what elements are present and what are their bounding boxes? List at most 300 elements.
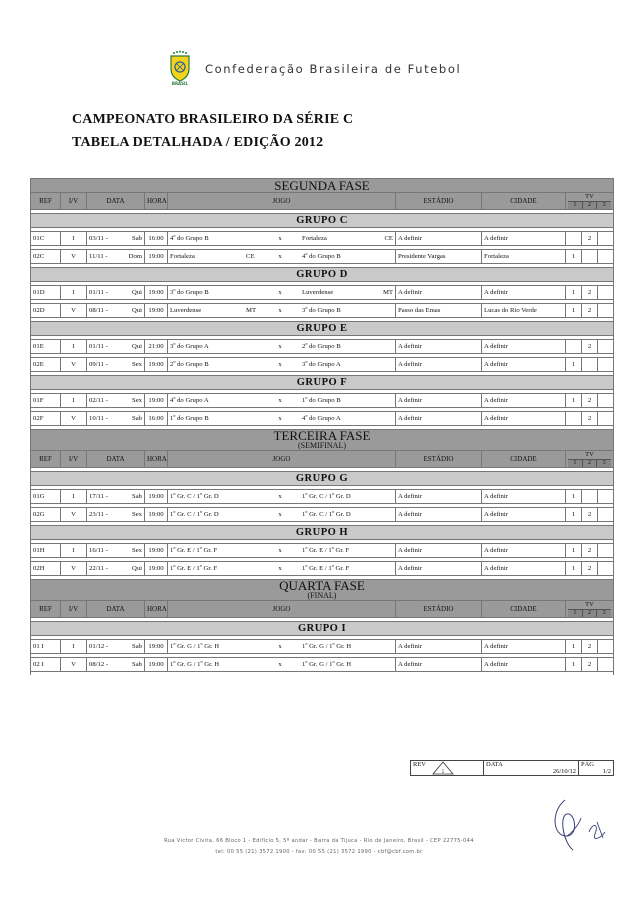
home-uf: MT [246,307,257,314]
match-stadium: A definir [396,340,482,354]
col-iv: I/V [61,193,87,210]
away-uf [379,397,393,404]
home-uf [246,643,258,650]
match-tv3 [598,562,614,576]
page-label: PÁG [581,761,595,768]
match-day: Sex [131,547,142,554]
match-ref: 01C [31,232,61,246]
home-uf: CE [246,253,255,260]
match-game [170,307,393,314]
match-date-wrap [89,289,142,296]
match-game-cell [168,544,396,558]
column-header-row [31,193,614,210]
match-tv2: 2 [582,286,598,300]
match-date-wrap [89,235,142,242]
col-cidade: CIDADE [482,601,566,618]
tv-col-tv2: 2 [582,202,597,209]
group-row [31,472,614,486]
match-tv3 [598,340,614,354]
match-time: 16:00 [145,412,168,426]
match-date: 10/11 - [89,415,108,422]
col-jogo: JOGO [168,451,396,468]
match-day: Sab [131,415,142,422]
match-tv3 [598,250,614,264]
match-row [31,340,614,354]
match-day: Sex [131,511,142,518]
phase-title-cell [31,580,614,601]
home-uf [246,565,258,572]
match-date-cell [87,304,145,318]
group-title: GRUPO I [31,622,614,636]
home-team: 2º do Grupo B [170,361,209,368]
col-estadio: ESTÁDIO [396,193,482,210]
match-tv1: 1 [566,250,582,264]
tv-label: TV [585,601,594,608]
match-game-cell [168,358,396,372]
phase-subtitle: (FINAL) [307,591,337,600]
match-game-cell [168,412,396,426]
match-ref: 02 I [31,658,61,672]
group-row [31,376,614,390]
match-tv3 [598,358,614,372]
col-jogo: JOGO [168,601,396,618]
phase-title: TERCEIRA FASE [273,429,371,443]
versus: x [278,397,282,404]
match-tv2 [582,358,598,372]
match-tv1: 1 [566,358,582,372]
match-row [31,394,614,408]
away-team: Luverdense [302,289,334,296]
col-data: DATA [87,193,145,210]
schedule-table [30,178,614,675]
rev-value: 5 [441,770,445,775]
home-team: 1º Gr. C / 1º Gr. D [170,511,219,518]
home-team: 1º Gr. E / 1º Gr. F [170,547,218,554]
phase-title-cell [31,179,614,193]
match-game-cell [168,490,396,504]
away-uf [379,493,393,500]
match-city: A definir [482,508,566,522]
group-row [31,268,614,282]
match-date: 08/11 - [89,307,108,314]
page-title: CAMPEONATO BRASILEIRO DA SÉRIE C [72,112,354,127]
match-date-cell [87,286,145,300]
page-value: 1/2 [602,768,611,775]
col-ref: REF [31,451,61,468]
match-city: A definir [482,340,566,354]
org-name: Confederação Brasileira de Futebol [205,62,462,76]
page-subtitle: TABELA DETALHADA / EDIÇÃO 2012 [72,135,324,150]
away-uf: MT [382,289,393,296]
match-date: 01/12 - [89,643,109,650]
match-date-wrap [89,547,142,554]
match-day: Dom [128,253,142,260]
match-date-cell [87,394,145,408]
match-row [31,490,614,504]
match-time: 21:00 [145,340,168,354]
match-time: 19:00 [145,304,168,318]
col-iv: I/V [61,451,87,468]
group-title: GRUPO H [31,526,614,540]
match-row [31,544,614,558]
match-date-cell [87,340,145,354]
footer-contact: tel: 00 55 (21) 3572 1900 - fax: 00 55 (21) 3572 1990 - cbf@cbf.com.br [215,849,423,855]
tv-col-tv3: 3 [596,202,611,209]
tv-numbers [568,201,611,209]
away-team: 3º do Grupo B [302,307,341,314]
match-iv: I [61,544,87,558]
match-tv3 [598,286,614,300]
away-team: 1º Gr. G / 1º Gr. H [302,643,352,650]
home-uf [246,235,258,242]
match-game [170,661,393,668]
match-date-wrap [89,397,142,404]
group-title: GRUPO F [31,376,614,390]
away-uf: CE [384,235,393,242]
home-team: Fortaleza [170,253,195,260]
tv-numbers [568,459,611,467]
tv-header [568,601,611,617]
tv-col-tv3: 3 [596,610,611,617]
match-city: A definir [482,544,566,558]
col-hora: HORA [145,451,168,468]
away-team: 1º do Grupo B [302,397,341,404]
home-team: 3º do Grupo B [170,289,209,296]
away-uf [379,415,393,422]
match-date-wrap [89,307,142,314]
match-game [170,289,393,296]
match-ref: 01 I [31,640,61,654]
match-row [31,562,614,576]
match-date-wrap [89,643,142,650]
home-team: 1º Gr. G / 1º Gr. H [170,643,220,650]
away-team: 1º Gr. C / 1º Gr. D [302,493,351,500]
match-time: 19:00 [145,358,168,372]
match-game [170,235,393,242]
match-game [170,343,393,350]
match-time: 19:00 [145,286,168,300]
match-iv: I [61,232,87,246]
col-ref: REF [31,601,61,618]
away-uf [379,565,393,572]
match-tv2 [582,250,598,264]
match-day: Qui [131,565,142,572]
group-row [31,214,614,228]
versus: x [278,643,282,650]
versus: x [278,343,282,350]
match-city: A definir [482,658,566,672]
match-iv: V [61,358,87,372]
match-stadium: Presidente Vargas [396,250,482,264]
revision-box [410,760,614,776]
col-data: DATA [87,451,145,468]
away-uf [379,511,393,518]
away-uf [379,547,393,554]
match-game-cell [168,304,396,318]
match-date-cell [87,412,145,426]
match-tv3 [598,658,614,672]
versus: x [278,415,282,422]
away-team: 1º Gr. E / 1º Gr. F [302,547,350,554]
col-hora: HORA [145,601,168,618]
column-header-row [31,451,614,468]
match-date-wrap [89,253,142,260]
versus: x [278,361,282,368]
revision-triangle-icon [432,761,454,775]
match-iv: V [61,508,87,522]
match-ref: 02G [31,508,61,522]
home-team: Luverdense [170,307,202,314]
match-iv: I [61,340,87,354]
match-stadium: A definir [396,232,482,246]
match-game-cell [168,340,396,354]
home-uf [246,511,258,518]
tv-col-tv3: 3 [596,460,611,467]
match-day: Qui [131,289,142,296]
away-uf [379,361,393,368]
match-date: 03/11 - [89,235,108,242]
match-iv: V [61,412,87,426]
match-tv2: 2 [582,304,598,318]
phase-row [31,179,614,193]
match-game [170,415,393,422]
match-date: 16/11 - [89,547,108,554]
home-uf [246,361,258,368]
away-uf [379,253,393,260]
match-ref: 02D [31,304,61,318]
match-tv3 [598,232,614,246]
phase-row [31,580,614,601]
versus: x [278,235,282,242]
versus: x [278,661,282,668]
col-ref: REF [31,193,61,210]
home-uf [246,397,258,404]
match-iv: I [61,640,87,654]
match-time: 19:00 [145,658,168,672]
match-iv: V [61,562,87,576]
match-tv3 [598,490,614,504]
match-date: 01/11 - [89,343,108,350]
match-city: A definir [482,358,566,372]
date-value: 26/10/12 [552,768,576,775]
match-time: 19:00 [145,640,168,654]
match-date-cell [87,232,145,246]
match-tv1: 1 [566,640,582,654]
match-day: Sex [131,397,142,404]
match-date: 17/11 - [89,493,108,500]
match-tv2: 2 [582,658,598,672]
match-date-wrap [89,493,142,500]
home-uf [246,493,258,500]
match-game-cell [168,250,396,264]
match-stadium: Passo das Emas [396,304,482,318]
match-day: Qui [131,307,142,314]
tv-col-tv1: 1 [573,202,577,208]
match-game-cell [168,232,396,246]
match-iv: V [61,250,87,264]
away-team: 4º do Grupo B [302,253,341,260]
col-tv [566,193,614,210]
match-tv3 [598,544,614,558]
match-game-cell [168,508,396,522]
group-title: GRUPO G [31,472,614,486]
match-day: Sab [131,643,142,650]
match-game-cell [168,658,396,672]
match-ref: 01H [31,544,61,558]
col-data: DATA [87,601,145,618]
tv-label: TV [585,451,594,458]
match-ref: 02H [31,562,61,576]
match-date-cell [87,508,145,522]
away-team: 1º Gr. G / 1º Gr. H [302,661,352,668]
match-tv3 [598,640,614,654]
match-tv1: 1 [566,304,582,318]
home-team: 3º do Grupo A [170,343,209,350]
match-date-cell [87,658,145,672]
home-team: 1º Gr. C / 1º Gr. D [170,493,219,500]
match-tv2: 2 [582,232,598,246]
match-game [170,565,393,572]
match-row [31,232,614,246]
match-city: A definir [482,394,566,408]
home-team: 4º do Grupo B [170,235,209,242]
match-tv1: 1 [566,544,582,558]
match-iv: I [61,490,87,504]
match-date: 01/11 - [89,289,108,296]
match-row [31,358,614,372]
match-time: 19:00 [145,250,168,264]
match-tv1 [566,340,582,354]
away-team: 1º Gr. E / 1º Gr. F [302,565,350,572]
match-date: 23/11 - [89,511,108,518]
match-stadium: A definir [396,562,482,576]
date-label: DATA [486,761,503,768]
match-tv1: 1 [566,658,582,672]
match-tv1: 1 [566,508,582,522]
versus: x [278,565,282,572]
match-row [31,304,614,318]
group-title: GRUPO D [31,268,614,282]
match-iv: V [61,304,87,318]
match-date-cell [87,250,145,264]
match-time: 16:00 [145,232,168,246]
match-ref: 01D [31,286,61,300]
match-tv2: 2 [582,412,598,426]
home-team: 1º Gr. E / 1º Gr. F [170,565,218,572]
home-uf [246,343,258,350]
rev-label: REV [413,761,426,768]
match-game [170,643,393,650]
match-tv1 [566,232,582,246]
group-row [31,322,614,336]
home-uf [246,289,258,296]
match-day: Sab [131,661,142,668]
away-team: 1º Gr. C / 1º Gr. D [302,511,351,518]
match-tv2: 2 [582,640,598,654]
tv-col-tv2: 2 [582,610,597,617]
match-tv1: 1 [566,286,582,300]
match-tv2: 2 [582,394,598,408]
column-header-row [31,601,614,618]
match-city: Lucas do Rio Verde [482,304,566,318]
cbf-crest-logo [165,50,195,86]
match-time: 19:00 [145,490,168,504]
match-date-wrap [89,661,142,668]
home-uf [246,661,258,668]
phase-title: SEGUNDA FASE [274,178,370,193]
home-team: 1º Gr. G / 1º Gr. H [170,661,220,668]
match-stadium: A definir [396,412,482,426]
group-row [31,526,614,540]
phase-title-cell [31,430,614,451]
match-iv: V [61,658,87,672]
match-tv3 [598,412,614,426]
match-date-cell [87,640,145,654]
phase-subtitle: (SEMIFINAL) [298,441,346,450]
spacer-row [31,672,614,676]
away-team: Fortaleza [302,235,327,242]
match-city: A definir [482,562,566,576]
match-tv3 [598,508,614,522]
match-game [170,361,393,368]
match-time: 19:00 [145,562,168,576]
versus: x [278,289,282,296]
versus: x [278,547,282,554]
match-stadium: A definir [396,640,482,654]
match-game [170,511,393,518]
away-uf [379,661,393,668]
home-team: 4º do Grupo A [170,397,209,404]
col-estadio: ESTÁDIO [396,601,482,618]
match-stadium: A definir [396,394,482,408]
match-tv2 [582,490,598,504]
match-ref: 01E [31,340,61,354]
col-estadio: ESTÁDIO [396,451,482,468]
match-tv2: 2 [582,544,598,558]
match-city: A definir [482,640,566,654]
match-date-wrap [89,565,142,572]
match-ref: 01F [31,394,61,408]
match-city: A definir [482,286,566,300]
match-time: 19:00 [145,394,168,408]
away-uf [379,307,393,314]
phase-row [31,430,614,451]
col-hora: HORA [145,193,168,210]
match-row [31,286,614,300]
match-date: 11/11 - [89,253,108,260]
match-date-cell [87,544,145,558]
match-iv: I [61,286,87,300]
match-ref: 02F [31,412,61,426]
match-tv1: 1 [566,490,582,504]
home-uf [246,415,258,422]
versus: x [278,493,282,500]
match-stadium: A definir [396,544,482,558]
match-tv1: 1 [566,394,582,408]
match-date-wrap [89,343,142,350]
match-tv3 [598,304,614,318]
col-tv [566,451,614,468]
match-city: A definir [482,490,566,504]
match-ref: 02E [31,358,61,372]
match-stadium: A definir [396,286,482,300]
match-game [170,547,393,554]
match-row [31,508,614,522]
match-day: Sab [131,493,142,500]
col-cidade: CIDADE [482,193,566,210]
logo-text: BRASIL [171,81,189,86]
tv-label: TV [585,193,594,200]
